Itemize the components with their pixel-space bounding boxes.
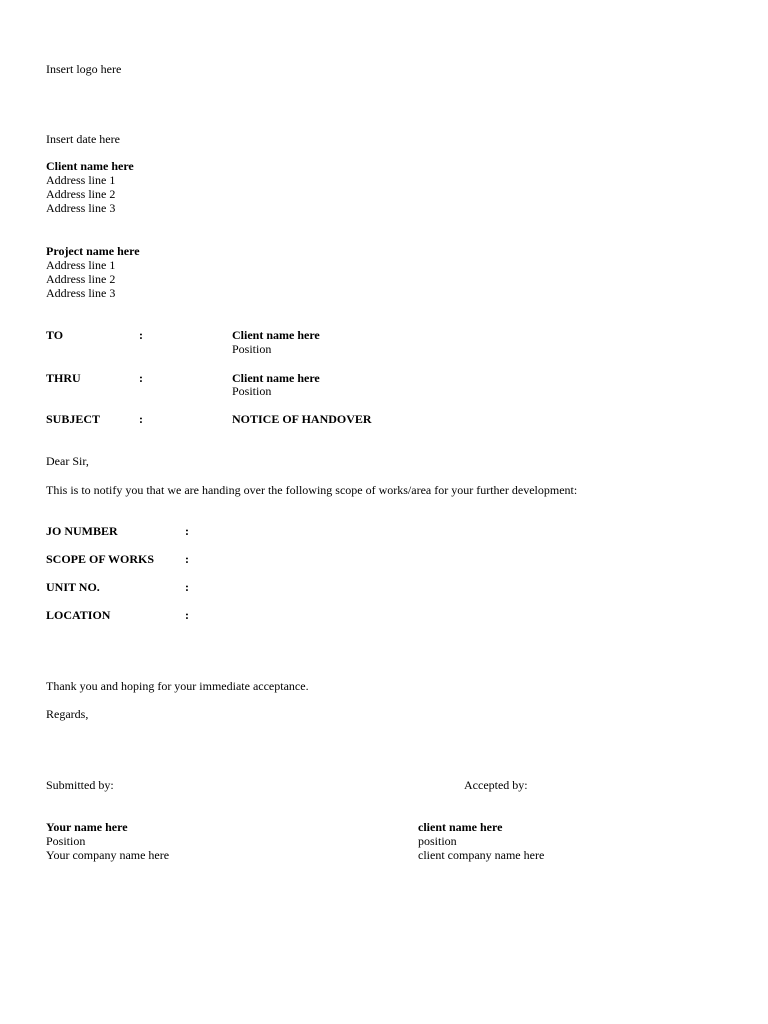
thru-separator: :	[139, 371, 143, 385]
salutation: Dear Sir,	[46, 454, 89, 468]
to-label: TO	[46, 328, 64, 342]
to-name: Client name here	[232, 328, 320, 342]
closing-text: Thank you and hoping for your immediate acceptance.	[46, 679, 309, 693]
detail-separator: :	[185, 524, 189, 538]
logo-placeholder: Insert logo here	[46, 62, 122, 76]
intro-text: This is to notify you that we are handing over the following scope of works/area for your further development:	[46, 483, 578, 497]
detail-label: JO NUMBER	[46, 524, 118, 538]
detail-separator: :	[185, 580, 189, 594]
regards-text: Regards,	[46, 707, 89, 721]
client-address-line: Address line 2	[46, 187, 116, 201]
detail-label: LOCATION	[46, 608, 111, 622]
client-name: Client name here	[46, 159, 134, 173]
thru-label: THRU	[46, 371, 81, 385]
subject-value: NOTICE OF HANDOVER	[232, 412, 372, 426]
accepted-by-label: Accepted by:	[464, 778, 528, 792]
project-name: Project name here	[46, 244, 140, 258]
detail-label: UNIT NO.	[46, 580, 100, 594]
submitter-position: Position	[46, 834, 86, 848]
project-address-line: Address line 2	[46, 272, 116, 286]
subject-separator: :	[139, 412, 143, 426]
date-placeholder: Insert date here	[46, 132, 120, 146]
acceptor-company: client company name here	[418, 848, 545, 862]
submitter-company: Your company name here	[46, 848, 170, 862]
acceptor-position: position	[418, 834, 457, 848]
detail-label: SCOPE OF WORKS	[46, 552, 155, 566]
project-address-line: Address line 1	[46, 258, 116, 272]
thru-position: Position	[232, 384, 272, 398]
to-separator: :	[139, 328, 143, 342]
submitted-by-label: Submitted by:	[46, 778, 114, 792]
acceptor-name: client name here	[418, 820, 503, 834]
thru-name: Client name here	[232, 371, 320, 385]
client-address-line: Address line 3	[46, 201, 116, 215]
subject-label: SUBJECT	[46, 412, 101, 426]
detail-separator: :	[185, 608, 189, 622]
submitter-name: Your name here	[46, 820, 128, 834]
to-position: Position	[232, 342, 272, 356]
project-address-line: Address line 3	[46, 286, 116, 300]
client-address-line: Address line 1	[46, 173, 116, 187]
detail-separator: :	[185, 552, 189, 566]
